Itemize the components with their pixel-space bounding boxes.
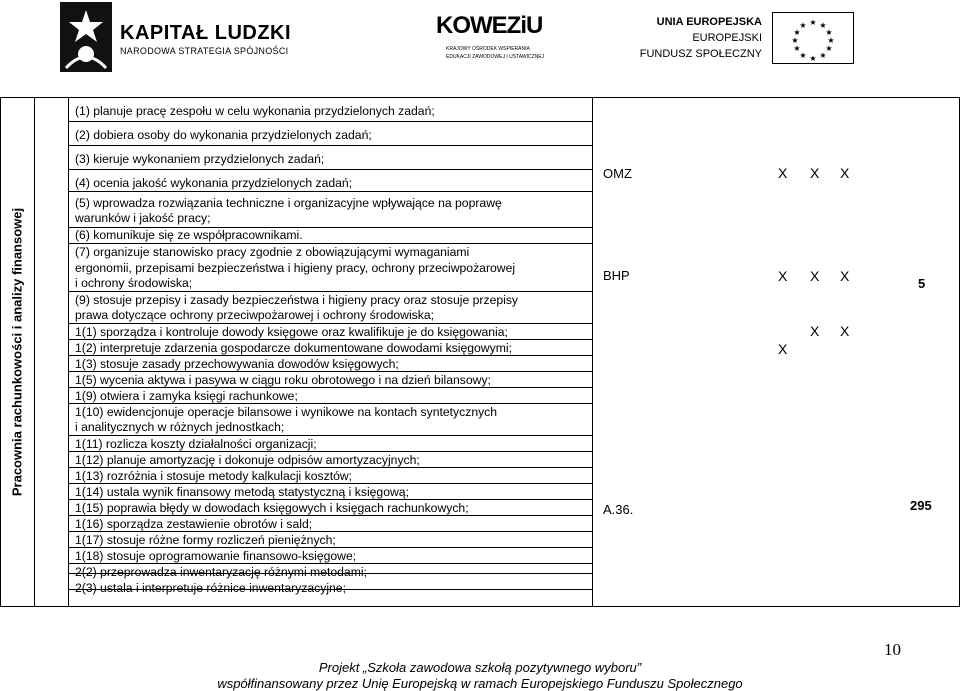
task-line: 2(2) przeprowadza inwentaryzację różnymi metodami; xyxy=(75,565,367,579)
koweziu-subtitle-2: EDUKACJI ZAWODOWEJ I USTAWICZNEJ xyxy=(446,54,545,60)
page-number: 10 xyxy=(884,640,901,659)
task-line: 2(3) ustala i interpretuje różnice inwentaryzacyjne; xyxy=(75,581,346,595)
task-line: 1(1) sporządza i kontroluje dowody księgowe oraz kwalifikuje je do księgowania; xyxy=(75,325,508,339)
task-line: 1(17) stosuje różne formy rozliczeń pieniężnych; xyxy=(75,533,336,547)
table-border xyxy=(34,97,35,607)
svg-text:★: ★ xyxy=(819,51,827,60)
svg-text:★: ★ xyxy=(809,54,817,63)
task-line: 1(16) sporządza zestawienie obrotów i sald; xyxy=(75,517,313,531)
task-line: (2) dobiera osoby do wykonania przydzielonych zadań; xyxy=(75,128,372,142)
task-line: 1(5) wycenia aktywa i pasywa w ciągu roku obrotowego i na dzień bilansowy; xyxy=(75,373,491,387)
svg-text:★: ★ xyxy=(799,21,807,30)
svg-text:★: ★ xyxy=(825,28,833,37)
side-label: Pracownia rachunkowości i analizy finansowej xyxy=(9,207,25,497)
task-line: (3) kieruje wykonaniem przydzielonych zadań; xyxy=(75,152,325,166)
svg-text:★: ★ xyxy=(791,36,799,45)
task-line: i analitycznych w różnych jednostkach; xyxy=(75,420,285,434)
eu-logo xyxy=(639,12,880,72)
row-divider xyxy=(68,243,592,244)
koweziu-title: KOWEZiU xyxy=(436,12,543,39)
code-omz: OMZ xyxy=(603,166,632,181)
code-bhp: BHP xyxy=(603,268,630,283)
koweziu-subtitle-1: KRAJOWY OŚRODEK WSPIERANIA xyxy=(446,46,530,52)
table-border-top xyxy=(0,97,960,98)
mark-x: X xyxy=(810,323,820,339)
kapital-ludzki-logo xyxy=(60,2,292,74)
task-line: (1) planuje pracę zespołu w celu wykonania przydzielonych zadań; xyxy=(75,104,435,118)
page-header xyxy=(0,0,960,80)
svg-text:★: ★ xyxy=(809,18,817,27)
task-line: 1(10) ewidencjonuje operacje bilansowe i wynikowe na kontach syntetycznych xyxy=(75,405,498,419)
task-line: (5) wprowadza rozwiązania techniczne i organizacyjne wpływające na poprawę xyxy=(75,196,502,210)
mark-x: X xyxy=(810,165,820,181)
mark-x: X xyxy=(840,323,850,339)
row-divider xyxy=(68,121,592,122)
mark-x: X xyxy=(840,165,850,181)
svg-text:★: ★ xyxy=(793,28,801,37)
task-line: 1(11) rozlicza koszty działalności organizacji; xyxy=(75,437,317,451)
mark-x: X xyxy=(778,341,788,357)
hours-bhp: 5 xyxy=(918,276,926,291)
eu-flag-icon xyxy=(772,12,854,64)
mark-x: X xyxy=(810,268,820,284)
task-line: (7) organizuje stanowisko pracy zgodnie z obowiązującymi wymaganiami xyxy=(75,245,470,259)
mark-x: X xyxy=(778,268,788,284)
mark-x: X xyxy=(840,268,850,284)
task-line: 1(12) planuje amortyzację i dokonuje odpisów amortyzacyjnych; xyxy=(75,453,420,467)
row-divider xyxy=(68,169,592,170)
row-divider xyxy=(68,323,592,324)
task-line: warunków i jakość pracy; xyxy=(75,211,211,225)
kapital-ludzki-title: KAPITAŁ LUDZKI xyxy=(120,22,292,44)
footer-line-1: Projekt „Szkoła zawodowa szkołą pozytywnego wyboru” xyxy=(318,660,642,675)
side-label-cell xyxy=(0,97,34,607)
kapital-ludzki-emblem-icon xyxy=(60,2,112,72)
task-line: prawa dotyczące ochrony przeciwpożarowej i ochrony środowiska; xyxy=(75,308,435,322)
table-border-bottom xyxy=(0,606,960,607)
task-line: 1(9) otwiera i zamyka księgi rachunkowe; xyxy=(75,389,298,403)
task-line: (6) komunikuje się ze współpracownikami. xyxy=(75,228,303,242)
task-line: 1(2) interpretuje zdarzenia gospodarcze dokumentowane dowodami księgowymi; xyxy=(75,341,512,355)
task-line: i ochrony środowiska; xyxy=(75,276,193,290)
koweziu-logo xyxy=(436,10,556,70)
task-line: 1(18) stosuje oprogramowanie finansowo-księgowe; xyxy=(75,549,357,563)
svg-text:★: ★ xyxy=(793,44,801,53)
row-divider xyxy=(68,191,592,192)
task-line: 1(14) ustala wynik finansowy metodą statystyczną i księgową; xyxy=(75,485,409,499)
table-border xyxy=(592,97,593,607)
task-line: 1(13) rozróżnia i stosuje metody kalkulacji kosztów; xyxy=(75,469,353,483)
hours-a36: 295 xyxy=(910,498,932,513)
task-line: 1(3) stosuje zasady przechowywania dowodów księgowych; xyxy=(75,357,399,371)
kapital-ludzki-subtitle: NARODOWA STRATEGIA SPÓJNOŚCI xyxy=(120,46,289,56)
mark-x: X xyxy=(778,165,788,181)
svg-text:★: ★ xyxy=(799,51,807,60)
eu-line-2: EUROPEJSKI xyxy=(692,32,762,44)
footer-line-2: współfinansowany przez Unię Europejską w ramach Europejskiego Funduszu Społecznego xyxy=(217,676,743,691)
row-divider xyxy=(68,145,592,146)
row-divider xyxy=(68,291,592,292)
code-a36: A.36. xyxy=(603,502,634,517)
eu-line-3: FUNDUSZ SPOŁECZNY xyxy=(639,48,762,60)
svg-text:★: ★ xyxy=(825,44,833,53)
task-line: (4) ocenia jakość wykonania przydzielonych zadań; xyxy=(75,176,353,190)
svg-text:★: ★ xyxy=(827,36,835,45)
task-line: (9) stosuje przepisy i zasady bezpieczeństwa i higieny pracy oraz stosuje przepisy xyxy=(75,293,519,307)
task-line: 1(15) poprawia błędy w dowodach księgowych i księgach rachunkowych; xyxy=(75,501,469,515)
eu-line-1: UNIA EUROPEJSKA xyxy=(656,16,762,28)
task-line: ergonomii, przepisami bezpieczeństwa i higieny pracy, ochrony przeciwpożarowej xyxy=(75,261,516,275)
svg-text:★: ★ xyxy=(819,21,827,30)
row-divider xyxy=(68,435,592,436)
